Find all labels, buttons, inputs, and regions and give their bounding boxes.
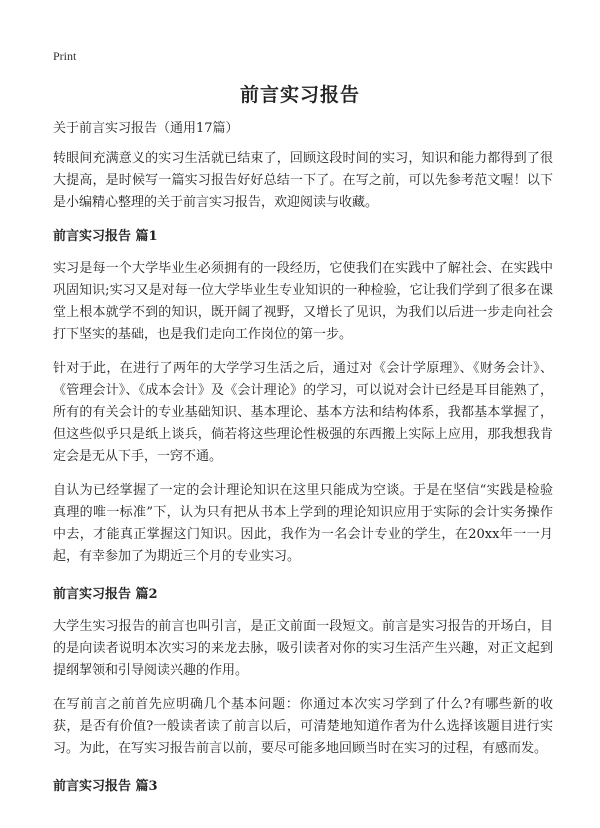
- section-heading-1: 前言实习报告 篇1: [53, 229, 158, 244]
- intro-paragraph: 转眼间充满意义的实习生活就已结束了，回顾这段时间的实习，知识和能力都得到了很大提高，是时候写一篇实习报告好好总结一下了。在写之前，可以先参考范文喔！以下是小编精心整理的关于前言实习报告，欢迎阅读与收藏。: [53, 151, 553, 210]
- page-title: 前言实习报告: [239, 84, 360, 106]
- section-2-paragraph-2: 在写前言之前首先应明确几个基本问题：你通过本次实习学到了什么?有哪些新的收获，是否有价值?一般读者读了前言以后，可清楚地知道作者为什么选择该题目进行实习。为此，在写实习报告前言以前，要尽可能多地回顾当时在实习的过程，有感而发。: [53, 697, 553, 756]
- section-1-paragraph-2: 针对于此，在进行了两年的大学学习生活之后，通过对《会计学原理》、《财务会计》、《管理会计》、《成本会计》及《会计理论》的学习，可以说对会计已经是耳目能熟了，所有的有关会计的专业基础知识、基本理论、基本方法和结构体系，我都基本掌握了，但这些似乎只是纸上谈兵，倘若将这些理论性极强的东西搬上实际上应用，那我想我肯定会是无从下手，一窍不通。: [53, 361, 553, 464]
- document-body: [53, 118, 553, 808]
- section-heading-3: 前言实习报告 篇3: [53, 779, 158, 794]
- section-1-paragraph-3: 自认为已经掌握了一定的会计理论知识在这里只能成为空谈。于是在坚信“实践是检验真理的唯一标准”下，认为只有把从书本上学到的理论知识应用于实际的会计实务操作中去，才能真正掌握这门知识。因此，我作为一名会计专业的学生，在20xx年一一月起，有幸参加了为期近三个月的专业实习。: [53, 483, 553, 564]
- document-subtitle: 关于前言实习报告（通用17篇）: [53, 121, 239, 136]
- print-label[interactable]: Print: [53, 49, 77, 63]
- section-heading-2: 前言实习报告 篇2: [53, 587, 158, 602]
- section-2-paragraph-1: 大学生实习报告的前言也叫引言，是正文前面一段短文。前言是实习报告的开场白，目的是向读者说明本次实习的来龙去脉，吸引读者对你的实习生活产生兴趣，对正文起到提纲挈领和引导阅读兴趣的作用。: [53, 619, 553, 678]
- section-1-paragraph-1: 实习是每一个大学毕业生必须拥有的一段经历，它使我们在实践中了解社会、在实践中巩固知识;实习又是对每一位大学毕业生专业知识的一种检验，它让我们学到了很多在课堂上根本就学不到的知识，既开阔了视野，又增长了见识，为我们以后进一步走向社会打下坚实的基础，也是我们走向工作岗位的第一步。: [53, 261, 553, 342]
